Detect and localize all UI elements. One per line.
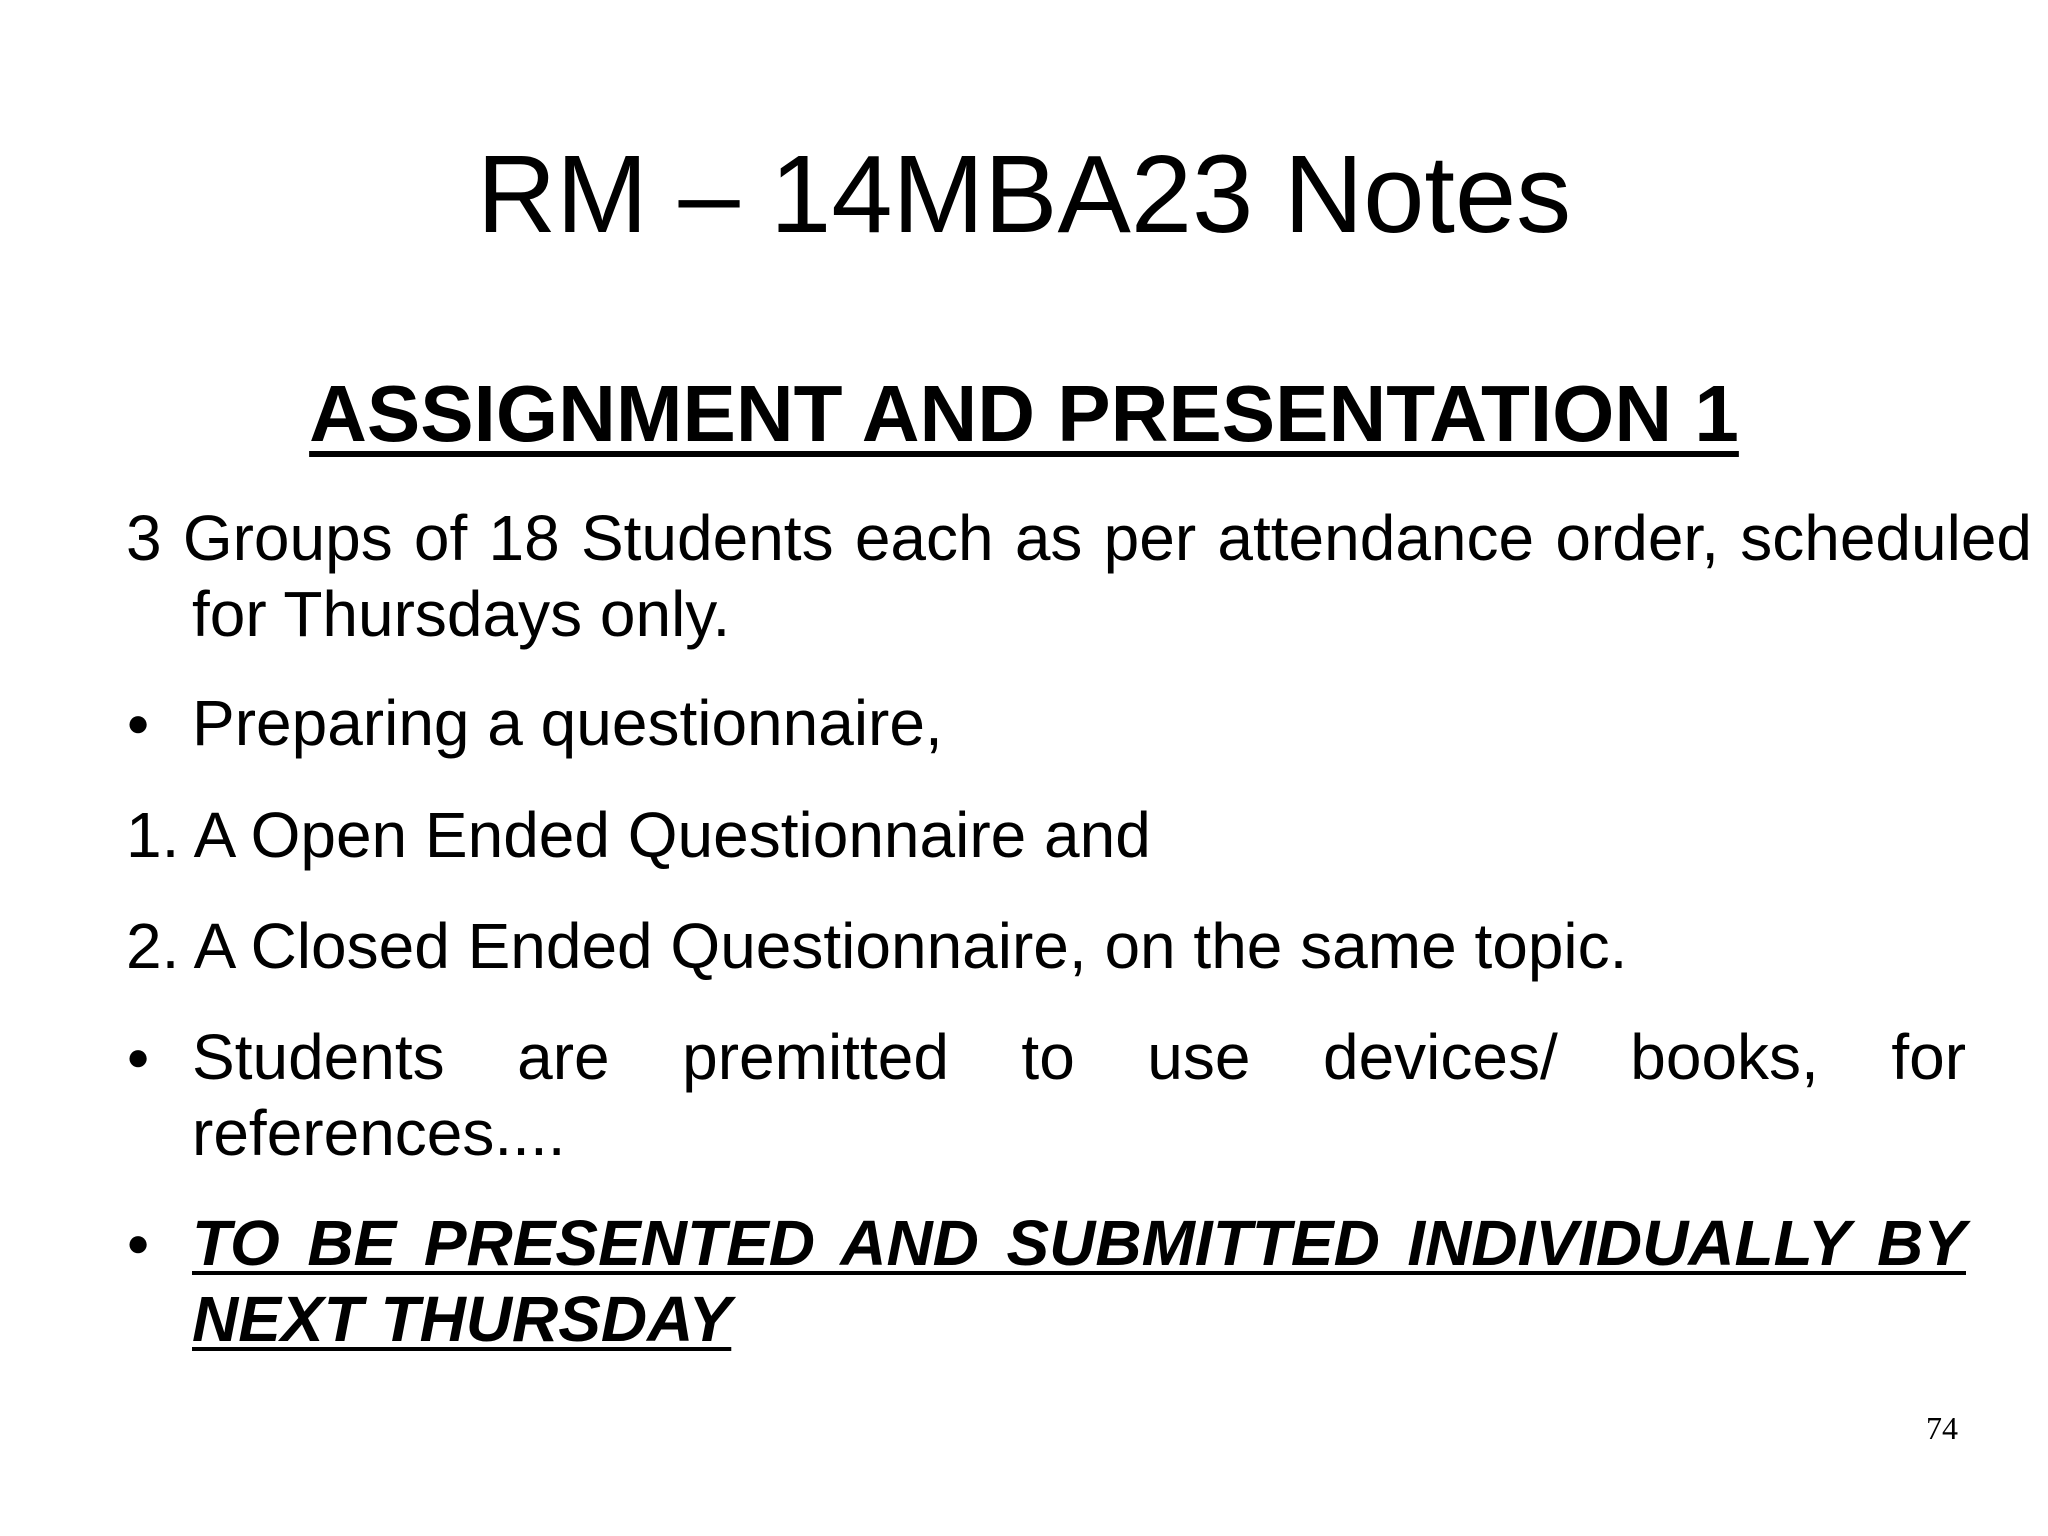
bullet-icon: ● — [126, 701, 151, 745]
bullet-item-devices — [126, 1019, 1966, 1171]
intro-paragraph: 3 Groups of 18 Students each as per attendance order, scheduled for Thursdays only. — [126, 502, 2032, 650]
bullet-icon: ● — [126, 1035, 151, 1079]
bullet-item-submission — [126, 1205, 1966, 1357]
page-number: 74 — [1926, 1410, 1958, 1446]
assignment-heading-text: ASSIGNMENT AND PRESENTATION 1 — [309, 369, 1739, 458]
bullet-text: Preparing a questionnaire, — [192, 687, 943, 759]
numbered-item-closed-ended: 2. A Closed Ended Questionnaire, on the same topic. — [126, 910, 1628, 982]
bullet-icon: ● — [126, 1221, 151, 1265]
slide-title: RM – 14MBA23 Notes — [476, 133, 1572, 256]
bullet-item-questionnaire — [126, 685, 1966, 761]
assignment-heading — [0, 368, 2048, 460]
numbered-item-open-ended: 1. A Open Ended Questionnaire and — [126, 799, 1151, 871]
bullet-text: Students are premitted to use devices/ books, for references.... — [192, 1021, 1966, 1169]
bullet-text-emphasized: TO BE PRESENTED AND SUBMITTED INDIVIDUALLY BY NEXT THURSDAY — [192, 1207, 1966, 1355]
